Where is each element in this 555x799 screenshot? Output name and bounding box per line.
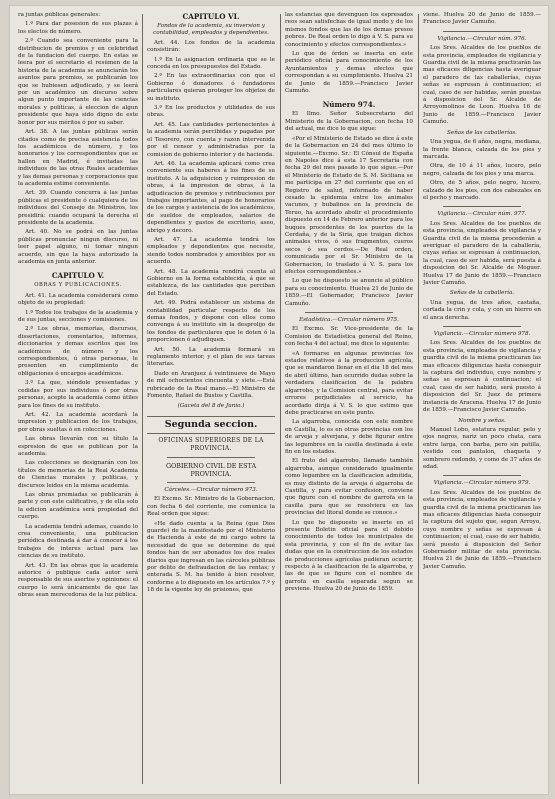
circular-heading: Vigilancia.—Circular número 978. bbox=[433, 331, 531, 338]
paragraph: las estancias que devenguen los espresados reos sean satisfechas de igual modo y de los mismos fondos que las de los demas presos pobres. De Real orden lo digo á V. S. para su conocimiento y efectos correspondientes.» bbox=[285, 12, 413, 48]
paragraph: Art. 44. Los fondos de la academia consistirán: bbox=[147, 39, 275, 54]
column-rule bbox=[142, 14, 143, 784]
chapter-subheading: OBRAS Y PUBLICACIONES. bbox=[34, 282, 122, 289]
paragraph: 1.º Todos los trabajos de la academia y de sus juntas, secciones y comisiones. bbox=[18, 309, 138, 324]
paragraph: Art. 38. A las juntas públicas serán citados como de precisa asistencia todos los académicos de número, y los honorarios y los correspondientes que se hallen en Madrid, é invitadas las individuos de las otras Reales academias y las demas personas y corporaciones que la academia estime conveniente. bbox=[18, 129, 138, 187]
chapter-heading: CAPITULO V. bbox=[51, 271, 105, 281]
paragraph: 1.º En la asignacion ordinaria que se le conceda en los presupuestos del Estado. bbox=[147, 56, 275, 71]
column-2 bbox=[147, 12, 275, 786]
divider bbox=[305, 312, 393, 313]
paragraph: Los Sres. Alcaldes de los pueblos de esta provincia, empleados de vigilancia y Guardia civil de la misma practicarán las mas eficaces diligencias hasta averiguar el paradero de las caballerías, cuyas señas se espresan á continuacion; el cual, caso de ser habidas, serán puestas á disposicion del Sr. Alcalde de Arroyomolinos de Leon. Huelva 16 de Junio de 1859.—Francisco Javier Camuño. bbox=[423, 45, 541, 126]
government-heading: GOBIERNO CIVIL DE ESTA PROVINCIA. bbox=[165, 461, 257, 478]
paragraph: El fruto del algarrobo, llamado también algarroba, aunque considerado igualmente como legumbre en la clasificacion admitida, es muy distinto de la arveja ó algarroba de Castilla, y para evitar confusion, conviene que figure con el nombre de garrofa en la casilla para que se resolviera en las provincias del litoral donde se conoce.» bbox=[285, 458, 413, 517]
paragraph: Manuel Lobo, estatura regular, pelo y ojos negros, nariz un poco chata, cara entre larga, con barba, pero sin patilla, vestido con pantalon, chaqueta y sombrero redondo, y como de 37 años de edad. bbox=[423, 426, 541, 470]
paragraph: 2.º Los obras, memorias, discursos, dissertaciones, comentarios, informes, diccionarios y demas escritos que los académicos de número y los correspondientes, ú otras personas, le presenten en cumplimiento de obligaciones ó encargos académicos. bbox=[18, 326, 138, 377]
divider bbox=[167, 457, 255, 458]
paragraph: 2.º En las extraordinarias con que el Gobierno ó donadores ó fundadores particulares quieran proteger los objetos de su instituto. bbox=[147, 73, 275, 102]
paragraph: La algarroba, conocida con este nombre en Castilla, lo es en otras provincias con los de arveja y alverjana, y debe figurar entre las legumbres en la casilla destinada á este fin en los estados. bbox=[285, 419, 413, 455]
paragraph: Los Sres. Alcaldes de los pueblos de esta provincia, empleados de vigilancia y Guardia civil de la misma procederán a averiguar el paradero de la caballería, cuyas señas se espresan á continuacion, la cual, caso de ser habida, será puesta á disposicion del Sr. Alcalde de Moguer. Huelva 17 de Junio de 1859.—Francisco Javier Camuño. bbox=[423, 220, 541, 286]
paragraph: «A formarse en algunas provincias los estados relativos á la produccion agrícola, que se mandaron llenar en el dia 18 del mes de abril último, han ocurrido dudas sobre la verdadera clasificacion de la palabra algarrobo, y la Comision central, para evitar errores perjudiciales al servicio, ha acordado dirija á V. S. lo que estimo que debe practicarse en este punto. bbox=[285, 350, 413, 416]
paragraph: El Ilmo. Señor Subsecretario del Ministerio de la Gobernacion, con fecha 10 del actual, me dice lo que sigue: bbox=[285, 111, 413, 133]
gazette-reference: (Gaceta del 8 de Junio.) bbox=[177, 402, 245, 409]
description-heading: Nombre y señas. bbox=[458, 417, 506, 424]
paragraph: El Excmo. Sr. Ministro de la Gobernacion, con fecha 6 del corriente, me comunica la Real orden que sigue: bbox=[147, 496, 275, 518]
paragraph: El Excmo. Sr. Vice-presidente de la Comision de Estadística general del Reino, con fecha 4 del actual, me dice lo siguiente: bbox=[285, 326, 413, 348]
paragraph: La academia tendrá ademas, cuando lo crea conveniente, una publicacion periódica destinada á dar á conocer á los trabajos de interes actual para las ciencias de su instituto. bbox=[18, 523, 138, 560]
paragraph: Lo que de órden se inserta en este periódico oficial para conocimiento de los Ayuntamientos y demas efectos que correspondan a su cumplimiento. Huelva 21 de Junio de 1859.—Francisco Javier Camuño. bbox=[285, 51, 413, 95]
section-heading: Segunda seccion. bbox=[147, 416, 275, 434]
notice-number: Número 974. bbox=[322, 100, 376, 110]
paragraph: Art. 39. Cuando concurra á las juntas públicas el presidente ó cualquiera de los individuos del Consejo de Ministros, los presidirá: cuando ocupará la derecha el presidente de la academia. bbox=[18, 190, 138, 226]
paragraph: Art. 41. La academia considerará como objeto de su propiedad: bbox=[18, 292, 138, 307]
description-heading: Señas de las caballerías. bbox=[447, 129, 517, 136]
paragraph: 1.º Para dar posesion de sus plazas á los electos de número. bbox=[18, 21, 138, 35]
chapter-heading: CAPITULO VI. bbox=[182, 12, 240, 21]
paragraph: Las obras premiadas se publicarán á parte y con este calificativo, y de ella solo la edicion académica será propiedad del cuerpo. bbox=[18, 491, 138, 521]
paragraph: Otro, de 5 años, pelo negro, lucero, calzado de los pies, con dos cabezales en el pecho y marcado. bbox=[423, 180, 541, 201]
paragraph: Una yegua, de tres años, castaña, cortada la crin y cola, y con un hierro en el anca derecha. bbox=[423, 299, 541, 321]
paragraph: Art. 46. La academia aplicará como crea conveniente sus haberes á los fines de su instituto. A la adquisicion y reimpresion de obras, á la impresion de obras, á la adjudicacion de premios y retribuciones por trabajos importantes, al pago de honorarios de los cargos y asistencia de los académicos, de sueldos de empleados, salarios de dependientes y gastos de escritorio, aseo, abrigo y decoro. bbox=[147, 160, 275, 234]
paragraph: viene. Huelva 20 de Junio de 1859.—Francisco Javier Camuño. bbox=[423, 12, 541, 26]
chapter-subtitle: Fondos de la academia, su inversion y contabilidad, empleados y dependientes. bbox=[153, 23, 269, 37]
column-3 bbox=[285, 12, 413, 786]
column-rule bbox=[280, 14, 281, 784]
circular-heading: Estadística.—Circular número 975. bbox=[299, 317, 399, 324]
paragraph: Art. 43. En las obras que la academia autorice ó publique cada autor será responsable de sus asertos y opiniones: el cuerpo lo será únicamente de que las obras sean merecedoras de la luz pública. bbox=[18, 562, 138, 599]
paragraph: Las obras llevarán con su título la espresion de que se publican por la academia. bbox=[18, 436, 138, 457]
paragraph: Otra, de 10 á 11 años, lucero, pelo negro, calzada de los pies y una marca. bbox=[423, 163, 541, 177]
paragraph: 3.º La que, siéndole presentadas y cedidas por sus individuos ó por otras personas, acepte la academia como útiles para los fines de su instituto. bbox=[18, 380, 138, 409]
paragraph: Art. 49. Podrá establecer un sistema de contabilidad particular respecto de los demas fondos, y dispone con ellos como convenga á su instituto sin la desprolijo de los fondos de particulares que le doten ó la proporcionen ó adjudiquen. bbox=[147, 300, 275, 344]
paragraph: Una yegua, de 6 años, negra, mediana, la frente blanca, calzada de los pies y marcada. bbox=[423, 139, 541, 160]
description-heading: Señas de la caballería. bbox=[449, 290, 515, 297]
paragraph: Art. 42. La academia acordará la impresion y publicacion de los trabajos, por obras sueltas ó en colecciones. bbox=[18, 411, 138, 433]
paragraph: Lo que he dispuesto se inserte en el presente Boletin oficial para el debido conocimiento de todos los municipales de esta provincia, y con el fin de evitar las dudas que en la construccion de los estados de producciones agrícolas pudieran ocurrir, respecto á la clasificacion de la algarroba, y las de que se figure con el nombre de garrofa en casilla separada segun se previene. Huelva 20 de Junio de 1859. bbox=[285, 519, 413, 593]
paragraph: 3.º En los productos y utilidades de sus obras. bbox=[147, 105, 275, 119]
newspaper-page bbox=[10, 6, 548, 794]
paragraph: «He dado cuenta a la Reina (que Dios guarde) de la manifestado por el Ministerio de Hacienda á este de mi cargo sobre la necesidad de que se determine de qué fondos han de ser abonados los dos reales diarios que ingresan en las cárceles públicas por delito de defraudacion de las rentas; y enterada S. M. ha tenido á bien resolver, conforme a lo dispuesto en los artículos 7.º y 18 de la vigente ley de prisiones, que bbox=[147, 520, 275, 594]
paragraph: Dado en Aranjuez á veintinueve de Mayo de mil ochocientos cincuenta y siete.—Está rubricado de la Real mano.—El Ministro de Fomento, Rafael de Bustos y Castilla. bbox=[147, 370, 275, 400]
paragraph: Art. 45. Las cantidades pertenecientes á la academia serán percibidas y pagadas por el Tesorero, con cuenta y razon intervenida por el censor y administradas por la comision de gobierno interior y de hacienda. bbox=[147, 121, 275, 158]
circular-heading: Vigilancia.—Circular núm. 977. bbox=[437, 211, 527, 218]
paragraph: Art. 47. La academia tendrá los empleados y dependientes que necesite, siendo todos nombrados y amovibles por su acuerdo. bbox=[147, 236, 275, 266]
column-1 bbox=[18, 12, 138, 786]
paragraph: Art. 50. La academia formará su reglamento interior, y el plan de sus tareas literarias. bbox=[147, 346, 275, 368]
paragraph: Lo que he dispuesto se anuncie al público para su conocimiento. Huelva 21 de Junio de 1859.—El Gobernador, Francisco Javier Camuño. bbox=[285, 278, 413, 307]
column-rule bbox=[418, 14, 419, 784]
paragraph: Las colecciones se designarán con los títulos de memorias de la Real Academia de Ciencias morales y políticas, y discursos leidos en la misma academia. bbox=[18, 460, 138, 489]
paragraph: 2.º Cuando sea conveniente para la distribucion de premios y en celebridad de la fundacion del cuerpo. En estas se leera por el secretario el resúmen de la historia de la academia se anunciarán los asuntos para premios, se publicarán los que se hubiesen adjudicado, y se leerá por un académico un discurso sobre algun punto importante de las ciencias morales y políticas, á eleccion de algun presidente que haya sido digno de este honor por sus méritos ó por su saber. bbox=[18, 38, 138, 126]
paragraph: Art. 40. No se podrá en las juntas públicas pronunciar ningun discurso, ni leer papel alguno, ni tomar ningun acuerdo, sin que la haya autorizado la academia en junta anterior. bbox=[18, 229, 138, 265]
paragraph: Art. 48. La academia rendirá cuenta al Gobierno en la forma establecida, á que se establezca, de las cantidades que perciban del Estado. bbox=[147, 268, 275, 297]
circular-heading: Vigilancia.—Circular núm. 976. bbox=[437, 35, 527, 42]
divider bbox=[443, 206, 521, 207]
paragraph: «Por el Ministerio de Estado se dice á este de la Gobernacion en 24 del mes último lo siguiente.—Excmo. Sr.: El Cónsul de España en Napoles dice á esta 17 Secretaría con fecha 29 del mes pasado lo que sigue.—Por el Ministerio de Estado de S. M. Siciliana se me participa en 27 del corriente que en el Registro de salud, informado de haber cesado la epidemia entre los animales vacunos, y bubalinos en la provincia de Teruo, ha acordado abolir el procedimiento dispuesto en 14 de Febrero anterior para los buques procedentes de los puertos de la Cerdaña, y de la Siria, que traigan dichos animales vivos, ó sus fragmentos, cueros secos ó sea cerdos.—De Real orden, comunicada por el Sr. Ministro de la Gobernacion, lo traslado á V. S. para los efectos correspondientes.» bbox=[285, 135, 413, 275]
office-heading: OFICINAS SUPERIORES DE LA PROVINCIA. bbox=[158, 436, 264, 452]
divider bbox=[443, 326, 521, 327]
paragraph: ra juntas públicas generales: bbox=[18, 12, 101, 18]
divider bbox=[167, 482, 255, 483]
divider bbox=[443, 475, 521, 476]
paragraph: Los Sres. Alcaldes de los pueblos de esta provincia, empleados de vigilancia y guardia civil de la misma practicaran las mas eficaces diligencias hasta conseguir la captura del sujeto que, segun Arroyo, cuyo nombre y señas se espresan á continuacion; el cual, caso de ser habido, será puesto á disposicion del Señor Gobernador militar de esta provincia. Huelva 21 de Junio de 1859.—Francisco Javier Camuño. bbox=[423, 489, 541, 570]
column-4 bbox=[423, 12, 541, 786]
circular-heading: Vigilancia.—Circular número 979. bbox=[433, 480, 531, 487]
divider bbox=[443, 31, 521, 32]
circular-heading: Cárceles.—Circular número 973. bbox=[164, 486, 258, 493]
paragraph: Los Sres. Alcaldes de los pueblos de esta provincia, empleados de vigilancia y guardia civil de la misma practicaran las mas eficaces diligencias hasta conseguir la captura del individuo, cuyo nombre y señas se espresan á continuacion; el cual, caso de ser habido, será puesto á disposicion del Sr. Juez de primera instancia de Aracena. Huelva 17 de Junio de 1859.—Francisco Javier Camuño. bbox=[423, 340, 541, 414]
